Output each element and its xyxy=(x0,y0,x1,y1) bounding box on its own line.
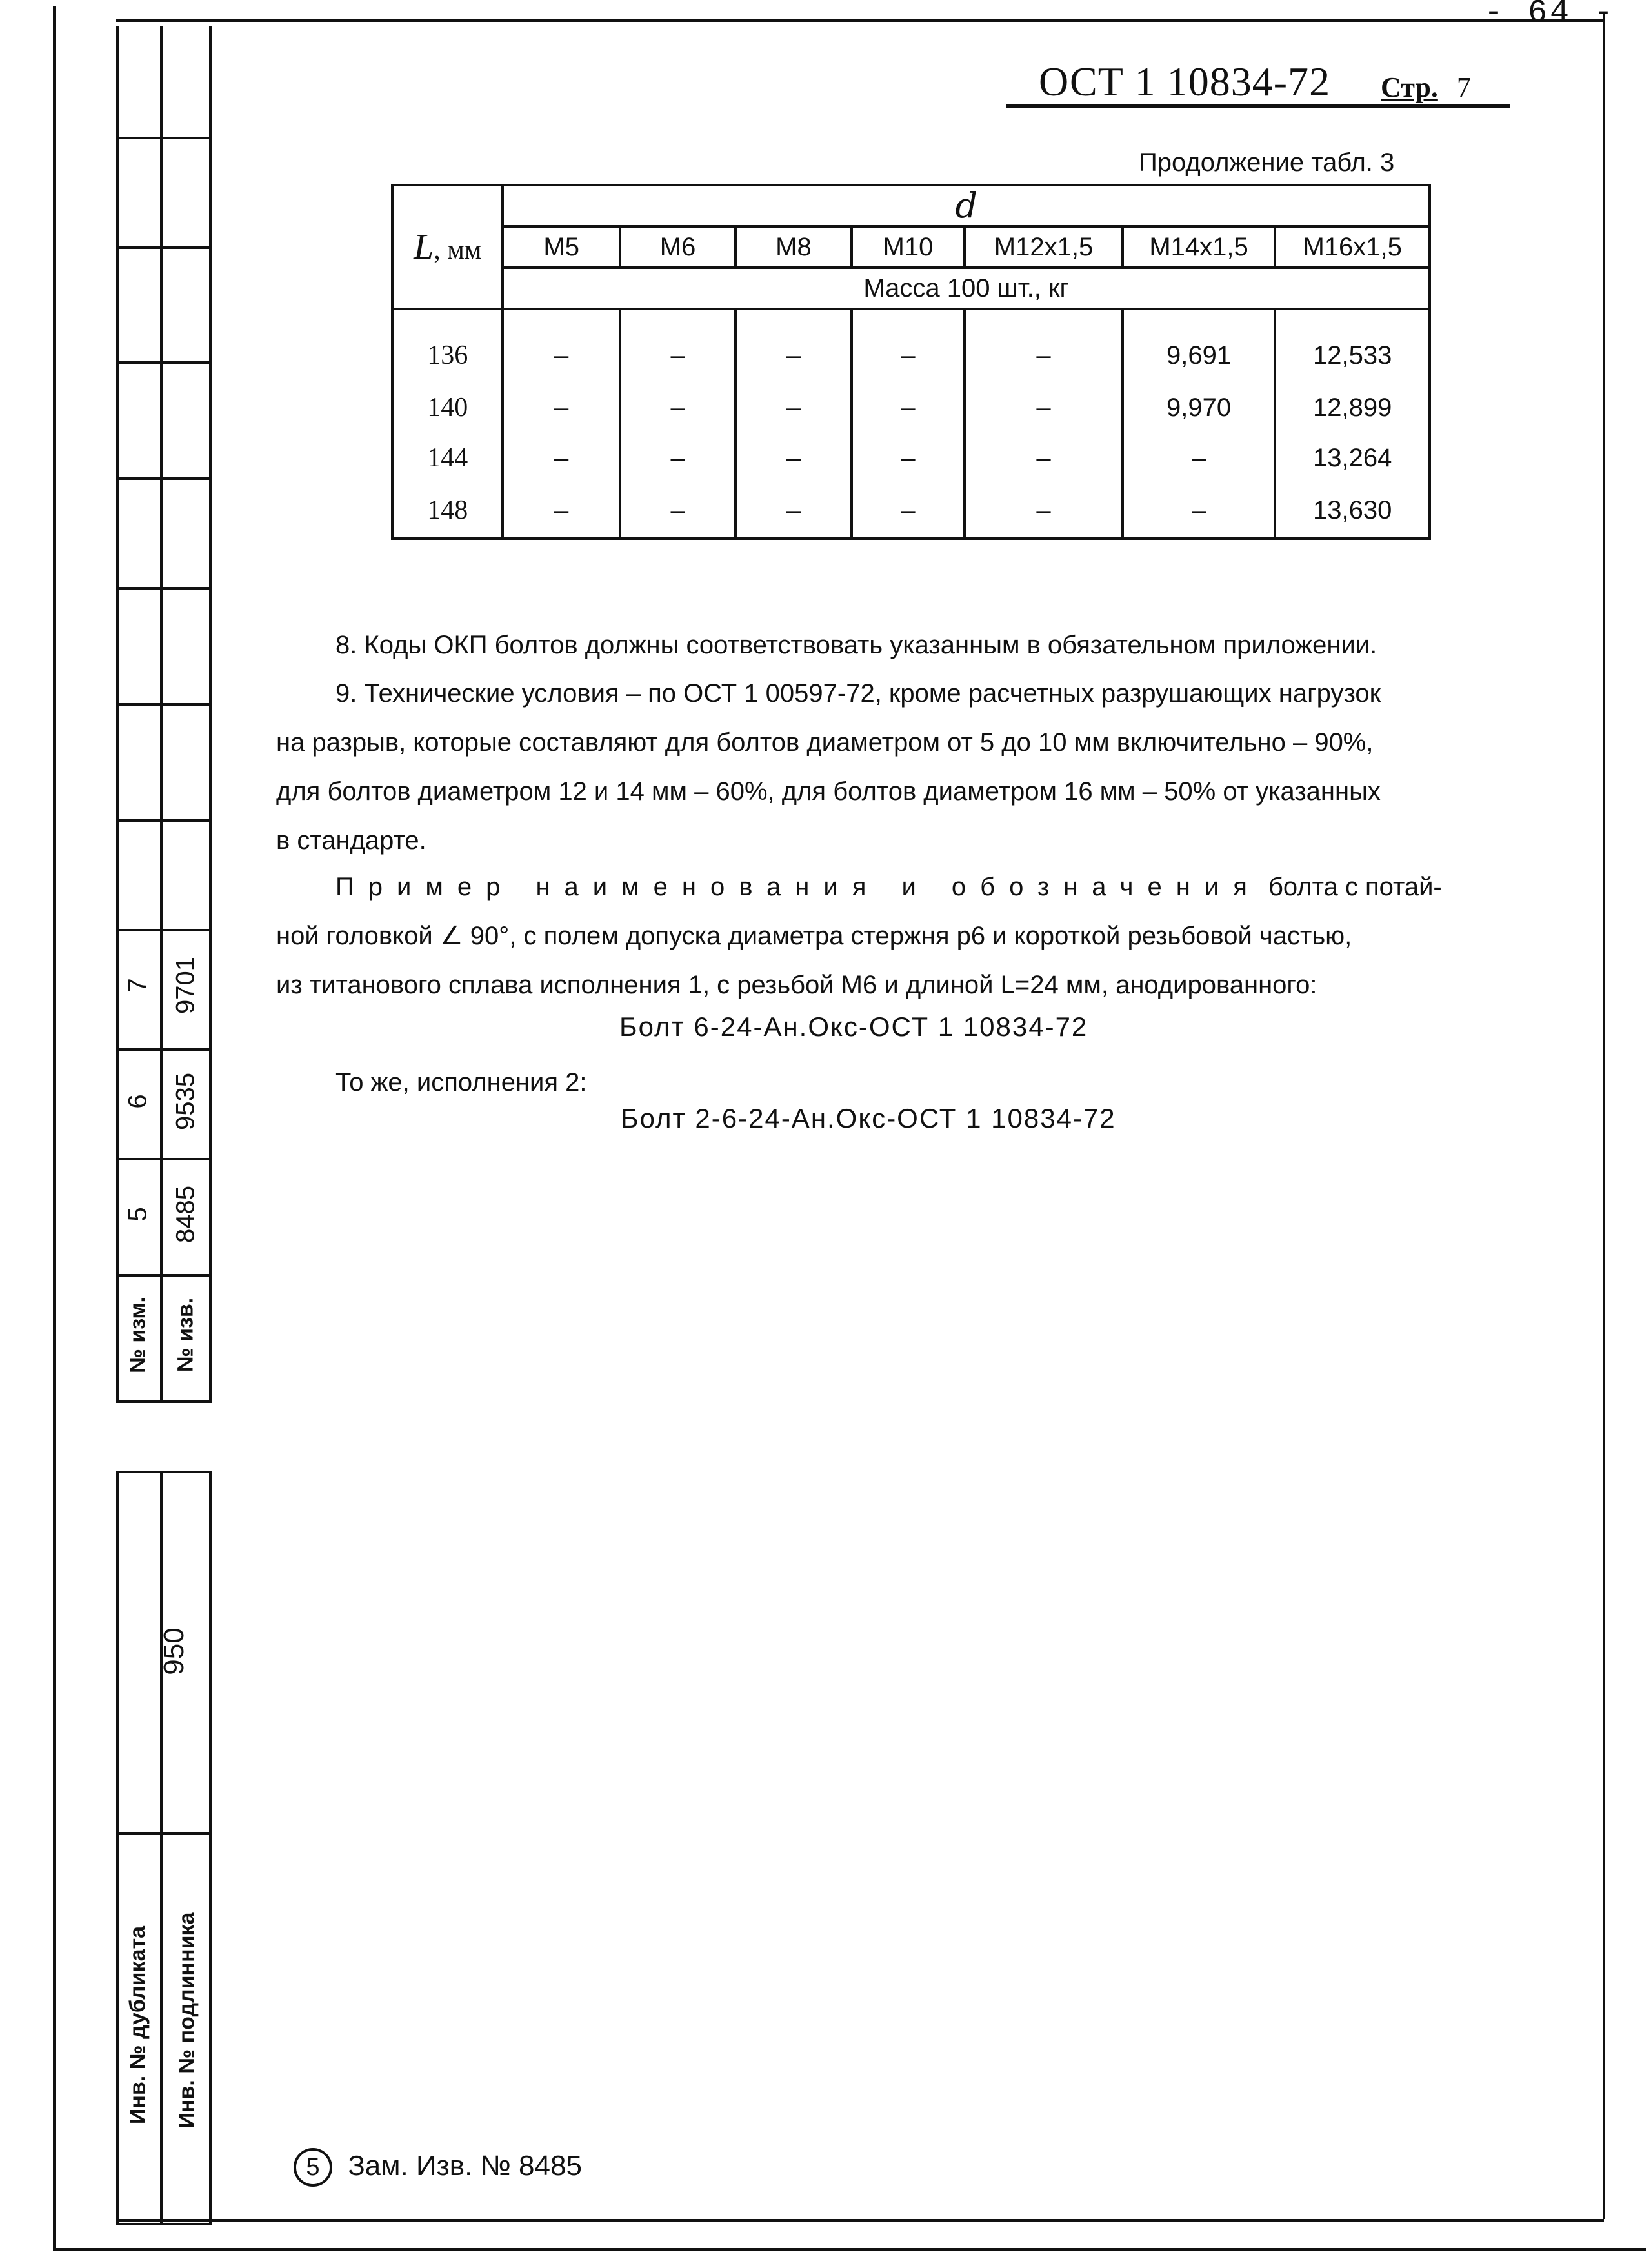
change-mark: 5 xyxy=(294,2148,332,2187)
l-symbol: L xyxy=(414,227,434,267)
table-cell: – xyxy=(503,383,619,433)
table-cell: – xyxy=(620,433,735,483)
sidebar-stamp xyxy=(116,26,212,2232)
table-row xyxy=(392,433,1430,483)
table-cell: – xyxy=(503,309,619,383)
example-paragraph xyxy=(276,862,1442,1010)
duplicate-inventory-label: Инв. № дубликата xyxy=(125,1925,150,2125)
text-line: из титанового сплава исполнения 1, с резьбой M6 и длиной L=24 мм, анодированного: xyxy=(276,971,1317,999)
table-cell: – xyxy=(852,309,965,383)
table-row xyxy=(392,383,1430,433)
table-row xyxy=(392,483,1430,539)
l-unit: , мм xyxy=(434,235,482,265)
bottom-border xyxy=(53,2248,1646,2251)
table-caption: Продолжение табл. 3 xyxy=(1139,148,1395,177)
page-label-number: 7 xyxy=(1456,72,1471,103)
table-cell: – xyxy=(735,433,851,483)
l-header-cell xyxy=(392,185,503,309)
table-cell: – xyxy=(620,309,735,383)
right-border xyxy=(1603,13,1605,2219)
table-cell: – xyxy=(620,483,735,539)
table-cell: 9,691 xyxy=(1123,309,1276,383)
column-header: M8 xyxy=(735,226,851,268)
top-border xyxy=(116,19,1604,22)
table-cell: – xyxy=(852,483,965,539)
change-number: 7 xyxy=(123,978,152,993)
notice-number-label: № изв. xyxy=(173,1297,198,1373)
text-line: 8. Коды ОКП болтов должны соответствовать указанным в обязательном приложении. xyxy=(335,631,1377,659)
text-line: 9. Технические условия – по ОСТ 1 00597-72, кроме расчетных разрушающих нагрузок xyxy=(335,679,1381,708)
same-text xyxy=(335,1058,587,1107)
table-cell: – xyxy=(735,383,851,433)
header-underline xyxy=(1006,104,1510,108)
table-cell: – xyxy=(503,433,619,483)
document-code: ОСТ 1 10834-72 xyxy=(1039,59,1331,104)
table-cell: 13,264 xyxy=(1275,433,1430,483)
mass-header-cell: Масса 100 шт., кг xyxy=(503,268,1430,309)
paragraph-9 xyxy=(276,669,1381,865)
left-outer-border xyxy=(53,6,56,2251)
original-inventory-label: Инв. № подлинника xyxy=(174,1912,199,2129)
original-inventory-number: 950 xyxy=(158,1627,190,1675)
notice-number: 9701 xyxy=(171,957,200,1014)
designation-2: Болт 2-6-24-Ан.Окс-ОСТ 1 10834-72 xyxy=(621,1103,1116,1133)
page-label-text: Стр. xyxy=(1381,72,1438,103)
example-rest: болта с потай- xyxy=(1268,873,1442,901)
notice-number: 8485 xyxy=(171,1186,200,1243)
table-cell: – xyxy=(965,433,1123,483)
text-line: То же, исполнения 2: xyxy=(335,1068,587,1097)
table-cell: – xyxy=(852,383,965,433)
change-number: 6 xyxy=(123,1094,152,1109)
table-cell: – xyxy=(735,309,851,383)
table-cell: 12,899 xyxy=(1275,383,1430,433)
table-cell: – xyxy=(620,383,735,433)
text-line: на разрыв, которые составляют для болтов диаметром от 5 до 10 мм включительно – 90%, xyxy=(276,728,1374,757)
table-cell: 12,533 xyxy=(1275,309,1430,383)
notice-number: 9535 xyxy=(171,1073,200,1130)
column-header: M14x1,5 xyxy=(1123,226,1276,268)
l-value: 148 xyxy=(392,483,503,539)
page-number: - 64 - xyxy=(1484,0,1616,32)
table-cell: – xyxy=(965,309,1123,383)
change-note-text: Зам. Изв. № 8485 xyxy=(348,2150,582,2182)
table-cell: – xyxy=(965,483,1123,539)
mass-table xyxy=(391,184,1431,540)
change-number: 5 xyxy=(123,1207,152,1222)
example-heading: Пример наименования и обозначения xyxy=(335,873,1261,901)
l-value: 136 xyxy=(392,309,503,383)
table-cell: – xyxy=(735,483,851,539)
page-label xyxy=(1381,71,1471,104)
table-cell: – xyxy=(1123,483,1276,539)
change-number-label: № изм. xyxy=(125,1297,150,1373)
column-header: M5 xyxy=(503,226,619,268)
text-line xyxy=(335,862,1442,911)
inner-bottom-border xyxy=(116,2219,1604,2222)
text-line: в стандарте. xyxy=(276,826,426,855)
table-cell: – xyxy=(503,483,619,539)
d-header-cell: d xyxy=(503,185,1430,226)
table-cell: – xyxy=(965,383,1123,433)
table-cell: – xyxy=(1123,433,1276,483)
change-note xyxy=(294,2148,582,2187)
table-cell: – xyxy=(852,433,965,483)
column-header: M6 xyxy=(620,226,735,268)
table-cell: 9,970 xyxy=(1123,383,1276,433)
table-cell: 13,630 xyxy=(1275,483,1430,539)
column-header: M12x1,5 xyxy=(965,226,1123,268)
text-line: ной головкой ∠ 90°, с полем допуска диаметра стержня p6 и короткой резьбовой частью, xyxy=(276,922,1352,950)
column-header: M10 xyxy=(852,226,965,268)
l-value: 144 xyxy=(392,433,503,483)
column-header: M16x1,5 xyxy=(1275,226,1430,268)
designation-1: Болт 6-24-Ан.Окс-ОСТ 1 10834-72 xyxy=(619,1011,1088,1042)
l-value: 140 xyxy=(392,383,503,433)
text-line: для болтов диаметром 12 и 14 мм – 60%, для болтов диаметром 16 мм – 50% от указанных xyxy=(276,777,1381,806)
paragraph-8 xyxy=(335,621,1377,670)
table-row xyxy=(392,309,1430,383)
